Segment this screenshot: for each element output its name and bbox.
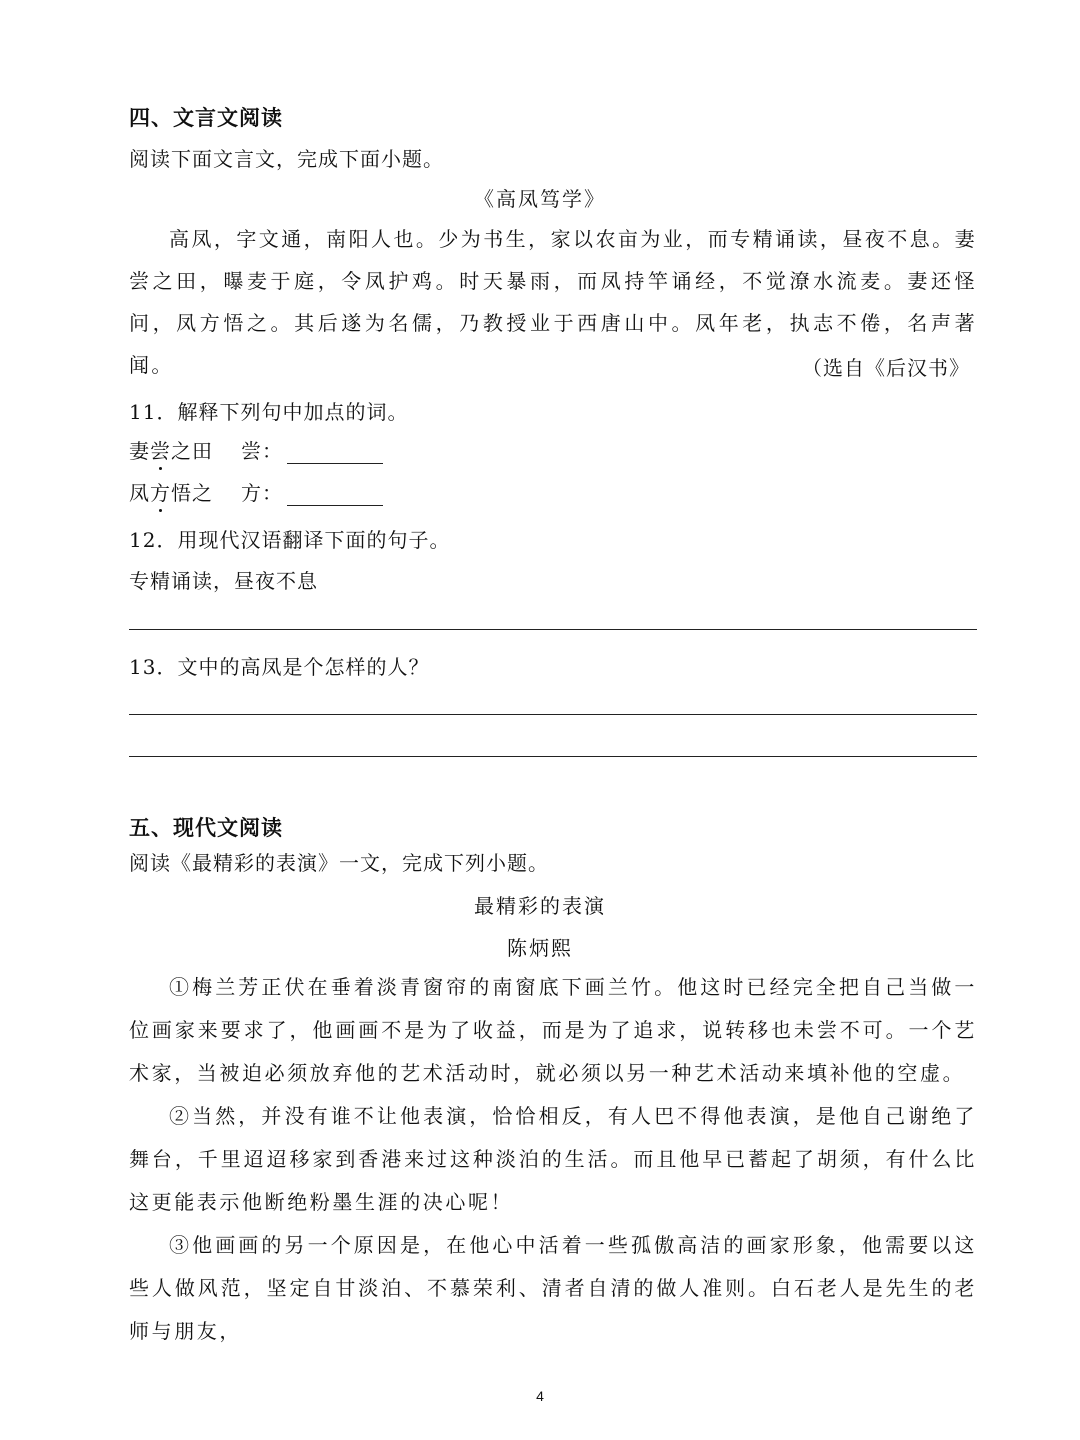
passage-title: 《高凤笃学》: [474, 187, 606, 211]
question-12-sentence: 专精诵读，昼夜不息: [129, 569, 318, 593]
modern-passage-author: 陈炳熙: [507, 936, 573, 960]
item1-post: 之田: [171, 439, 213, 463]
question-11-prompt: 11．解释下列句中加点的词。: [129, 400, 409, 424]
question-13-prompt: 13．文中的高凤是个怎样的人？: [129, 655, 430, 679]
paragraph-1: ①梅兰芳正伏在垂着淡青窗帘的南窗底下画兰竹。他这时已经完全把自己当做一位画家来要求了，他画画不是为了收益，而是为了追求，说转移也未尝不可。一个艺术家，当被迫必须放弃他的艺术活动时，就必须以另一种艺术活动来填补他的空虚。: [129, 975, 977, 1085]
section4-title: 四、文言文阅读: [129, 105, 283, 130]
item2-pre: 凤: [129, 481, 150, 505]
question-11-item-2: [129, 477, 383, 506]
section5-title: 五、现代文阅读: [129, 815, 283, 840]
item2-label: 方：: [241, 481, 283, 505]
dotted-word-chang: 尝: [150, 435, 171, 464]
answer-line-12[interactable]: [129, 629, 977, 630]
modern-passage: [129, 966, 977, 1353]
item1-pre: 妻: [129, 439, 150, 463]
answer-line-13a[interactable]: [129, 714, 977, 715]
paragraph-3: ③他画画的另一个原因是，在他心中活着一些孤傲高洁的画家形象，他需要以这些人做风范，坚定自甘淡泊、不慕荣利、清者自清的做人准则。白石老人是先生的老师与朋友，: [129, 1233, 977, 1343]
answer-line-13b[interactable]: [129, 756, 977, 757]
answer-blank-1[interactable]: [287, 441, 383, 464]
passage-source: （选自《后汉书》: [802, 356, 970, 380]
section4-instruction: 阅读下面文言文，完成下面小题。: [129, 147, 444, 171]
page-number: 4: [536, 1388, 544, 1404]
question-12-prompt: 12．用现代汉语翻译下面的句子。: [129, 528, 451, 552]
paragraph-2: ②当然，并没有谁不让他表演，恰恰相反，有人巴不得他表演，是他自己谢绝了舞台，千里迢迢移家到香港来过这种淡泊的生活。而且他早已蓄起了胡须，有什么比这更能表示他断绝粉墨生涯的决心呢！: [129, 1104, 977, 1214]
dotted-word-fang: 方: [150, 477, 171, 506]
modern-passage-title: 最精彩的表演: [474, 894, 606, 918]
item1-label: 尝：: [241, 439, 283, 463]
item2-post: 悟之: [171, 481, 213, 505]
classical-passage-text: 高凤，字文通，南阳人也。少为书生，家以农亩为业，而专精诵读，昼夜不息。妻尝之田，曝麦于庭，令凤护鸡。时天暴雨，而凤持竿诵经，不觉潦水流麦。妻还怪问，凤方悟之。其后遂为名儒，乃教授业于西唐山中。凤年老，执志不倦，名声著闻。: [129, 227, 977, 377]
answer-blank-2[interactable]: [287, 483, 383, 506]
question-11-item-1: [129, 435, 383, 464]
section5-instruction: 阅读《最精彩的表演》一文，完成下列小题。: [129, 851, 549, 875]
